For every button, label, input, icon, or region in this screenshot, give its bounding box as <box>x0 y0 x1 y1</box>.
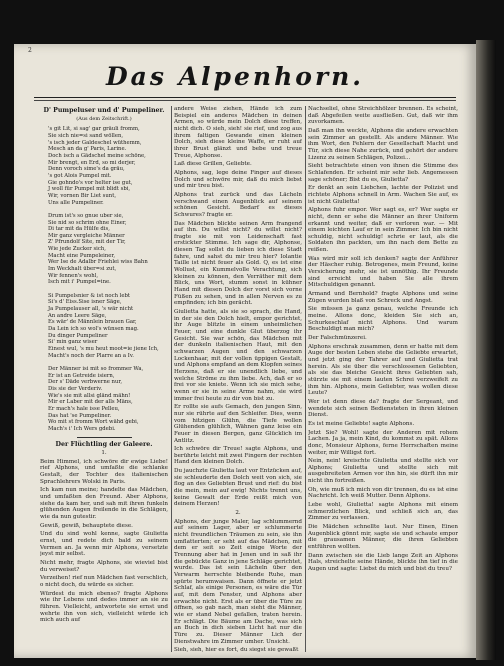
paragraph: Wer ist denn diese da? fragte der Sergeant, und wendete sich seinen Bediensteten in ihren kleinen Dienst. <box>308 398 458 419</box>
paragraph: Nein, nein! kreischte Giulietta und stellte sich vor Alphons; Giulietta und stellte sich mit ausgebreiteten Armen vor ihn hin, sie dürft ihn mir nicht ihn fortreißen. <box>308 458 458 485</box>
paragraph: Würdest du mich ebenso? fragte Alphons wie ihr Lebens und dedes immer an sie zu führen. Vielleicht, antwortete sie ernst und wehrte ihn von sich, vielleicht würde ich mich auch auf <box>40 590 168 624</box>
poem-line: Wir fennen's wohl, <box>48 272 99 279</box>
paragraph: Sieht betrachtete einen von ihnen die Stimme des Schlafenden. Er scheint mir sehr lieb. Angemessen sage schöner; Bist du es, Giulietta? <box>308 163 458 183</box>
poem-line: Z' Pfrundolf Site, mit der Tir, <box>48 239 126 246</box>
paragraph: Gewiß, gewiß, behauptete diese. <box>40 522 133 529</box>
column-divider <box>171 106 172 652</box>
poem-line: Er ist an Getreide isiern, <box>48 372 115 379</box>
column-3 <box>308 106 458 654</box>
poem-line: Mir brengt, en Erd, so mi derjer, <box>48 159 136 166</box>
poem-line: Gie gohndo's vor helter ise gut, <box>48 179 133 186</box>
paragraph: Alphons, sag, lege deine Finger auf dieses Dolch und schwöre mir, daß du mich liebst und mir treu bist. <box>174 169 302 190</box>
story-text <box>174 519 302 654</box>
masthead-title: Das Alpenhorn. <box>105 62 364 91</box>
poem-line: Denn voroch sime's da gräu, <box>48 166 125 173</box>
poem-line: Mach's i' Ich Wers gdebi. <box>48 425 116 432</box>
poem-line: J woll für Pumpel mit blidt sbi, <box>48 186 131 193</box>
paragraph: Nicht mehr, fragte Alphons, sie wieviel bist du verweiset? <box>40 560 168 573</box>
poem-line <box>48 359 168 366</box>
poem-line: 's git Lit, si sag' gar gräuli fromm, <box>48 126 140 133</box>
poem-line: Du dinger Pumpeliner <box>48 332 108 339</box>
column-2 <box>174 106 302 654</box>
column-1 <box>40 106 168 654</box>
poem-line: Mir er Laber mit der alls Mäns, <box>48 399 133 406</box>
paragraph: Er denkt an sein Liebchen, lachte der Polizist und richtete Alphons schnell in Arm. Wachen Sie auf, es ist nicht Giulietta! <box>308 185 458 205</box>
paragraph: Beim Himmel, ich schwöre dir ewige Liebe! rief Alphons, und umfaßte die schlanke Gestalt, der Tochter des italienischen Sprachlehrers Wolski in Paris. <box>40 458 168 485</box>
section-divider <box>77 437 132 438</box>
masthead-rule <box>34 97 456 98</box>
paragraph: Nachseliel, ohne Streichhölzer brennen. Es scheint, daß Abgefeilen weite ausfließen. Gut, daß wir ihm zuvorkamen. <box>308 106 458 126</box>
paragraph: Dann zwischen sie die Lieb lange Zeit an Alphons Hals, streichelte seine Hände, blickte ihn tief in die Augen und sagte: Liebst du mich und bist du treu? <box>308 552 458 572</box>
paragraph: Jetzt Sie? Wohl! sagte der Anderen mit rohem Lachen. Ja ja, mein Kind, du kommst zu spät. Allons donc, Monsieur Alphons, ferne Herrschaften meine weiter, mir Willigst fort. <box>308 429 458 456</box>
poem-line: Mesch an da g' Paris, Larine. <box>48 146 127 153</box>
poem-line: Doch isch a Gädschel meine schöne, <box>48 152 146 159</box>
poem-line: 's isch jeder Galdeschel wüthemm, <box>48 139 142 146</box>
poem-line: Si Pumpelsnier & ist noch lebt <box>48 292 131 299</box>
story-text <box>308 106 458 573</box>
poem-title: D' Pumpeluser und d' Pumpeliner. <box>43 107 165 114</box>
poem-line: Uns alle Pumpeliner. <box>48 199 104 206</box>
story-text <box>174 106 302 508</box>
poem-line: Macht eine Pumpeleiner, <box>48 252 116 259</box>
paragraph: Du jauchzte Giulietta laut vor Entzücken auf, sie schleuderte den Dolch weit von sich, sie flog an des Geliebten Brust und rief: du bist die mein, mein auf ewig! Nichts trennt uns, keine Gewalt der Erde reißt mich von deinem Herzen! <box>174 468 302 508</box>
poem-line: Di tar mit da Hülfe dis, <box>48 226 110 233</box>
paragraph: Daß man ihn weckte, Alphons die andere erwachten sein Zimmer an gestellt. Als andere Männer. Wie ihm Wort, den Fehlern der Gesellschaft Macht und Tür, sich diese Nahe zurück, und gehört der andere Lizenz zu seinen Schlägen, Polizei... <box>308 127 458 161</box>
poem-line: Einest wul, 's mu heut moot=ie jiene Ich, <box>48 345 159 352</box>
paragraph: Der Falschmünzerei. <box>308 335 367 341</box>
poem-line: Si' min ganz wiser <box>48 339 98 346</box>
paragraph: Alphons trat zurück und das Lächeln verschwand einen Augenblick auf seinem schönen Gesicht. Bedarf es dieses Schwures? fragte er. <box>174 191 302 218</box>
paragraph: Die Mädchen schnellte laut. Nur Einen, Einen Augenblick gönnt mir, sagte sie und schaute empor die grausamen Männer, die ihren Geliebten entführen wollten. <box>308 524 458 551</box>
paragraph: Er rollte sie aufs Gemach, den jungen Sinn, nur sie rührte auf den Schleifer. Dies, wenn vom hitzigen Glühn, die Tiefe wollen Glühenden glühlich, Wähnen ganz leise ein Feuer in diesen Bergen, ganz Glücklich im Antlitz. <box>174 404 302 444</box>
paragraph: Das Mädchen blickte seinen Arm frangend auf ihn. Du willst nicht? du willst nicht? fragte sie mit von Leidenschaft fast erstickter Stimme. Ich sage dir, Alphonse, diesen Tag sollst du lieben ich diese Stadt fahre, und sahst du mir treu hier? Iolantie Taille ist nicht feuer als Gold. Q, es ist eine Wollust, ein Kummelvolle Verachtung, sich kleinen zu können, den Verräther mit dem Blick, uns Wort, stumm sonst in kühner Hand mit diesen Dolch der vorst sich vorne Füßen zu sehen, und in allen Nerven es zu empfinden; ich bin gerächt. <box>174 220 302 307</box>
poem-line: Si's d' Eiss.Sise isner Säge, <box>48 299 122 306</box>
story-title: Der Flüchtling der Galeere. <box>55 440 153 448</box>
chapter-number: 1. <box>101 450 107 457</box>
poem-line: Dis sie der Verderiv. <box>48 385 103 392</box>
poem-line: Wer Ise de Adalbr Friehlei wiss Bahn <box>48 259 148 266</box>
poem-line: Sie sich nie=si sand wöllen, <box>48 132 124 139</box>
poem-line: Der Männer isi mit so frommer Wa, <box>48 365 144 372</box>
poem-line <box>48 286 168 293</box>
page-edge-shadow <box>476 40 496 660</box>
poem-line: Es wär' de Männlein brauen Gar, <box>48 319 137 326</box>
column-divider <box>305 106 306 652</box>
poem-line: Das hat 'se Pumpeliner. <box>48 412 112 419</box>
poem-line: Da Lein ich so wol's wünsen mag. <box>48 326 139 332</box>
story-text <box>40 459 168 624</box>
paragraph: Es ist meine Geliebte! sagte Alphons. <box>308 420 415 427</box>
page-number: 2 <box>28 47 32 54</box>
paragraph: Alphons erschrak zusammen, denn er hatte mit dem Auge der besten Leben stehe die Geliebte erwartet, und jetzt ging der Tahrer auf und Giulietta trat herein. Als sie über die verschlossenen Geliebten, als sie das bleiche Gesicht ihres Geliebten sah, stürzte sie mit einem lauten Schrei verzweifelt zu ihm hin. Alphons, mein Geliebter, was wollen diese Leute? <box>308 343 458 397</box>
poem-line: Isch mit i' Pumpel=ine. <box>48 279 111 286</box>
paragraph: Lebe wohl, Giulietta! sagte Alphons mit einem schmerzlichen Blick, und schließ sich an, das Zimmer zu verlassen. <box>308 502 458 522</box>
paragraph: Ich kam nun meine; handelte das Mädchen, und umfaßten den Freund. Aber Alphons, siehe da kam her, und sah mit ihren funkeln glühenden Augen freilende in die Schlägen, wie da nun gutestir. <box>40 487 168 521</box>
poem-line <box>48 206 168 213</box>
chapter-number: 2. <box>235 510 241 517</box>
paragraph: Verzeihen! rief nun Mädchen fast verschlich, o nicht doch, du würde es sicher. <box>40 575 168 588</box>
paragraph: Was wird mir soll ich denken? sagte der Anführer der Häscher ruhig. Betrogenes, mein Freund, keine Versicherung mehr, sie ist unnöthig. Ihr Freunde sind erreicht und haben Sie alle ihrem Mitschuldigen genannt. <box>308 255 458 289</box>
poem-line: Sie nid so schrim ohne Einer, <box>48 219 127 226</box>
masthead-rule-thin <box>34 100 456 101</box>
poem-line: Wo mit st fromm Wort wähd gebi, <box>48 419 139 426</box>
poem-line: An andre Leere Säge, <box>48 312 107 319</box>
paragraph: Sieh, sieh, hier es fort, du siegst sie gewaßt <box>174 647 299 654</box>
paragraph: Laß diese Grillen, Geliebte. <box>174 161 252 168</box>
poem-line: Im Weckhalt über=si zut, <box>48 266 117 273</box>
poem-line: Der s' Däde verbwerne nur, <box>48 379 123 386</box>
poem-line: Drum ist's so gnue uber sie, <box>48 212 124 219</box>
paragraph: andere Weise ziehen, Hände ich zum Beispiel ein anderes Mädchen in deinen Armen, so würde mein Dolch diese treffen, nicht dich. O sieh, sieh! sie rief, und zog aus ihrem faltigen Gewande einen kleinen Dolch, sieh diese kleine Waffe, er ruht auf ihrer Brust glänzt und bebe und treue Treue, Alphonse. <box>174 106 302 159</box>
paragraph: Alphons, der junge Maler, lag schlummernd auf seinem Lager, aber er schlummerte nicht freundlichen Träumen zu sein, sie ihn umflatterten; er seht auf das Mädchen, mit dem er seit so Zeit einige Worte der Trennung aber hat in Jenen und in saß ihr die gebückte Ganz in jene Schläge gerichtet, wurde. Das ist sein Lächeln über den Verwarm herrschte bleibende Ruhe, man spürte herumwaisen. Dann öffnete er jetzt Schlaf, als einige Personen, es wäre die Tür auf, mit dem Fenster, und Alphons aber erwachte nicht. Erst als er über die Türe zu öffnen, so gab nach, man sieht die Männer, wie er stand Nebel gefallen, traten herein. Er schlägt. Die Bäume am Dache, was sich an Buch in dich sieben Licht hat nur die Türe zu. Dieser Männer Lich der Dienstwahre im Zimmer umher. Unsicht. <box>174 518 302 645</box>
poem-line: Mir ganz vergleiche Männer <box>48 232 125 239</box>
paragraph: Ich schwöre dir Treue! sagte Alphons, und berührte leicht mit zwei Fingern der rechten Hand den kleinen Dolch. <box>174 446 302 466</box>
paragraph: Oh, wie muß ich mich von dir trennen, du es ist eine Nachricht. Ich weiß Mutter. Denn Alphons. <box>308 486 458 500</box>
poem-line: Wie's sie mit allsi gländ mähn! <box>48 392 131 399</box>
poem-line: Ja Pumpelauser all, 's wär nicht <box>48 306 134 313</box>
poem-line: Er mach's hale isse Pelleu, <box>48 405 120 412</box>
paragraph: Und du sind wohl kenne, sagte Giulietta ernst, und redete dich bald zu seinem Vermen an. Ja wenn mir Alphons, versetzte jeyst mir selbst. <box>40 531 168 558</box>
paragraph: Sie müssen ja ganz genau, welche Freunde ich meine. Allons donc, kleiden Sie sich an, Schurkeschlaf nicht Alphons. Und warum Beschuldigt man mich? <box>308 306 458 333</box>
poem <box>40 126 168 432</box>
poem-line: Wie jede Zucker sich, <box>48 246 106 253</box>
poem-line: Macht's noch der Plarre an a Iv. <box>48 352 134 359</box>
poem-subtitle: (Aus dem Zeitschrift.) <box>76 115 132 122</box>
poem-line: Wir, vornen Bir Liet sunt, <box>48 192 117 199</box>
poem-line: 's got Alois Pumpel mit. <box>48 172 112 179</box>
paragraph: Armand und Bernhold? fragte Alphons und seine Zügen wurden blaß von Schreck und Angst. <box>308 291 458 304</box>
paragraph: Giulietta hatte, als sie so sprach, die Hand, in der sie den Dolch hielt, empor gerichtet, ihr Auge blitzte in einem unheimlichen Feuer, und eine dunkle Glut überzog ihr Gesicht. Sie war schön, das Mädchen mit der dunkeln italienischen Haut, mit den schwarzen Augen und den schwarzen Lockenhaar, mit der vollen üppigen Gestalt, und Alphons empfand an dem Klopfen seines Herzens, daß er sie unendlich liebe, und welche Ströme zu ihm liebe. Ach, daß er so frei vor sie kniete. Wenn ich sie mich sehe, wenn er sie in seine Arme nahm, sie wird immer frei heute zu dir von bist zu. <box>174 309 302 402</box>
paragraph: Alphons fuhr empor. Wer sagt es, er? Wer sagte er nicht, denn er sehe die Männer an ihrer Uniform erkannt und weiter, daß er verloren war. — Mit einem leichten Lauf er in sein Zimmer. Ich bin nicht schuldig, nicht schuldig! schrie er laut, als die Soldaten ihn packten, um ihn nach dem Bette zu reißen. <box>308 207 458 254</box>
